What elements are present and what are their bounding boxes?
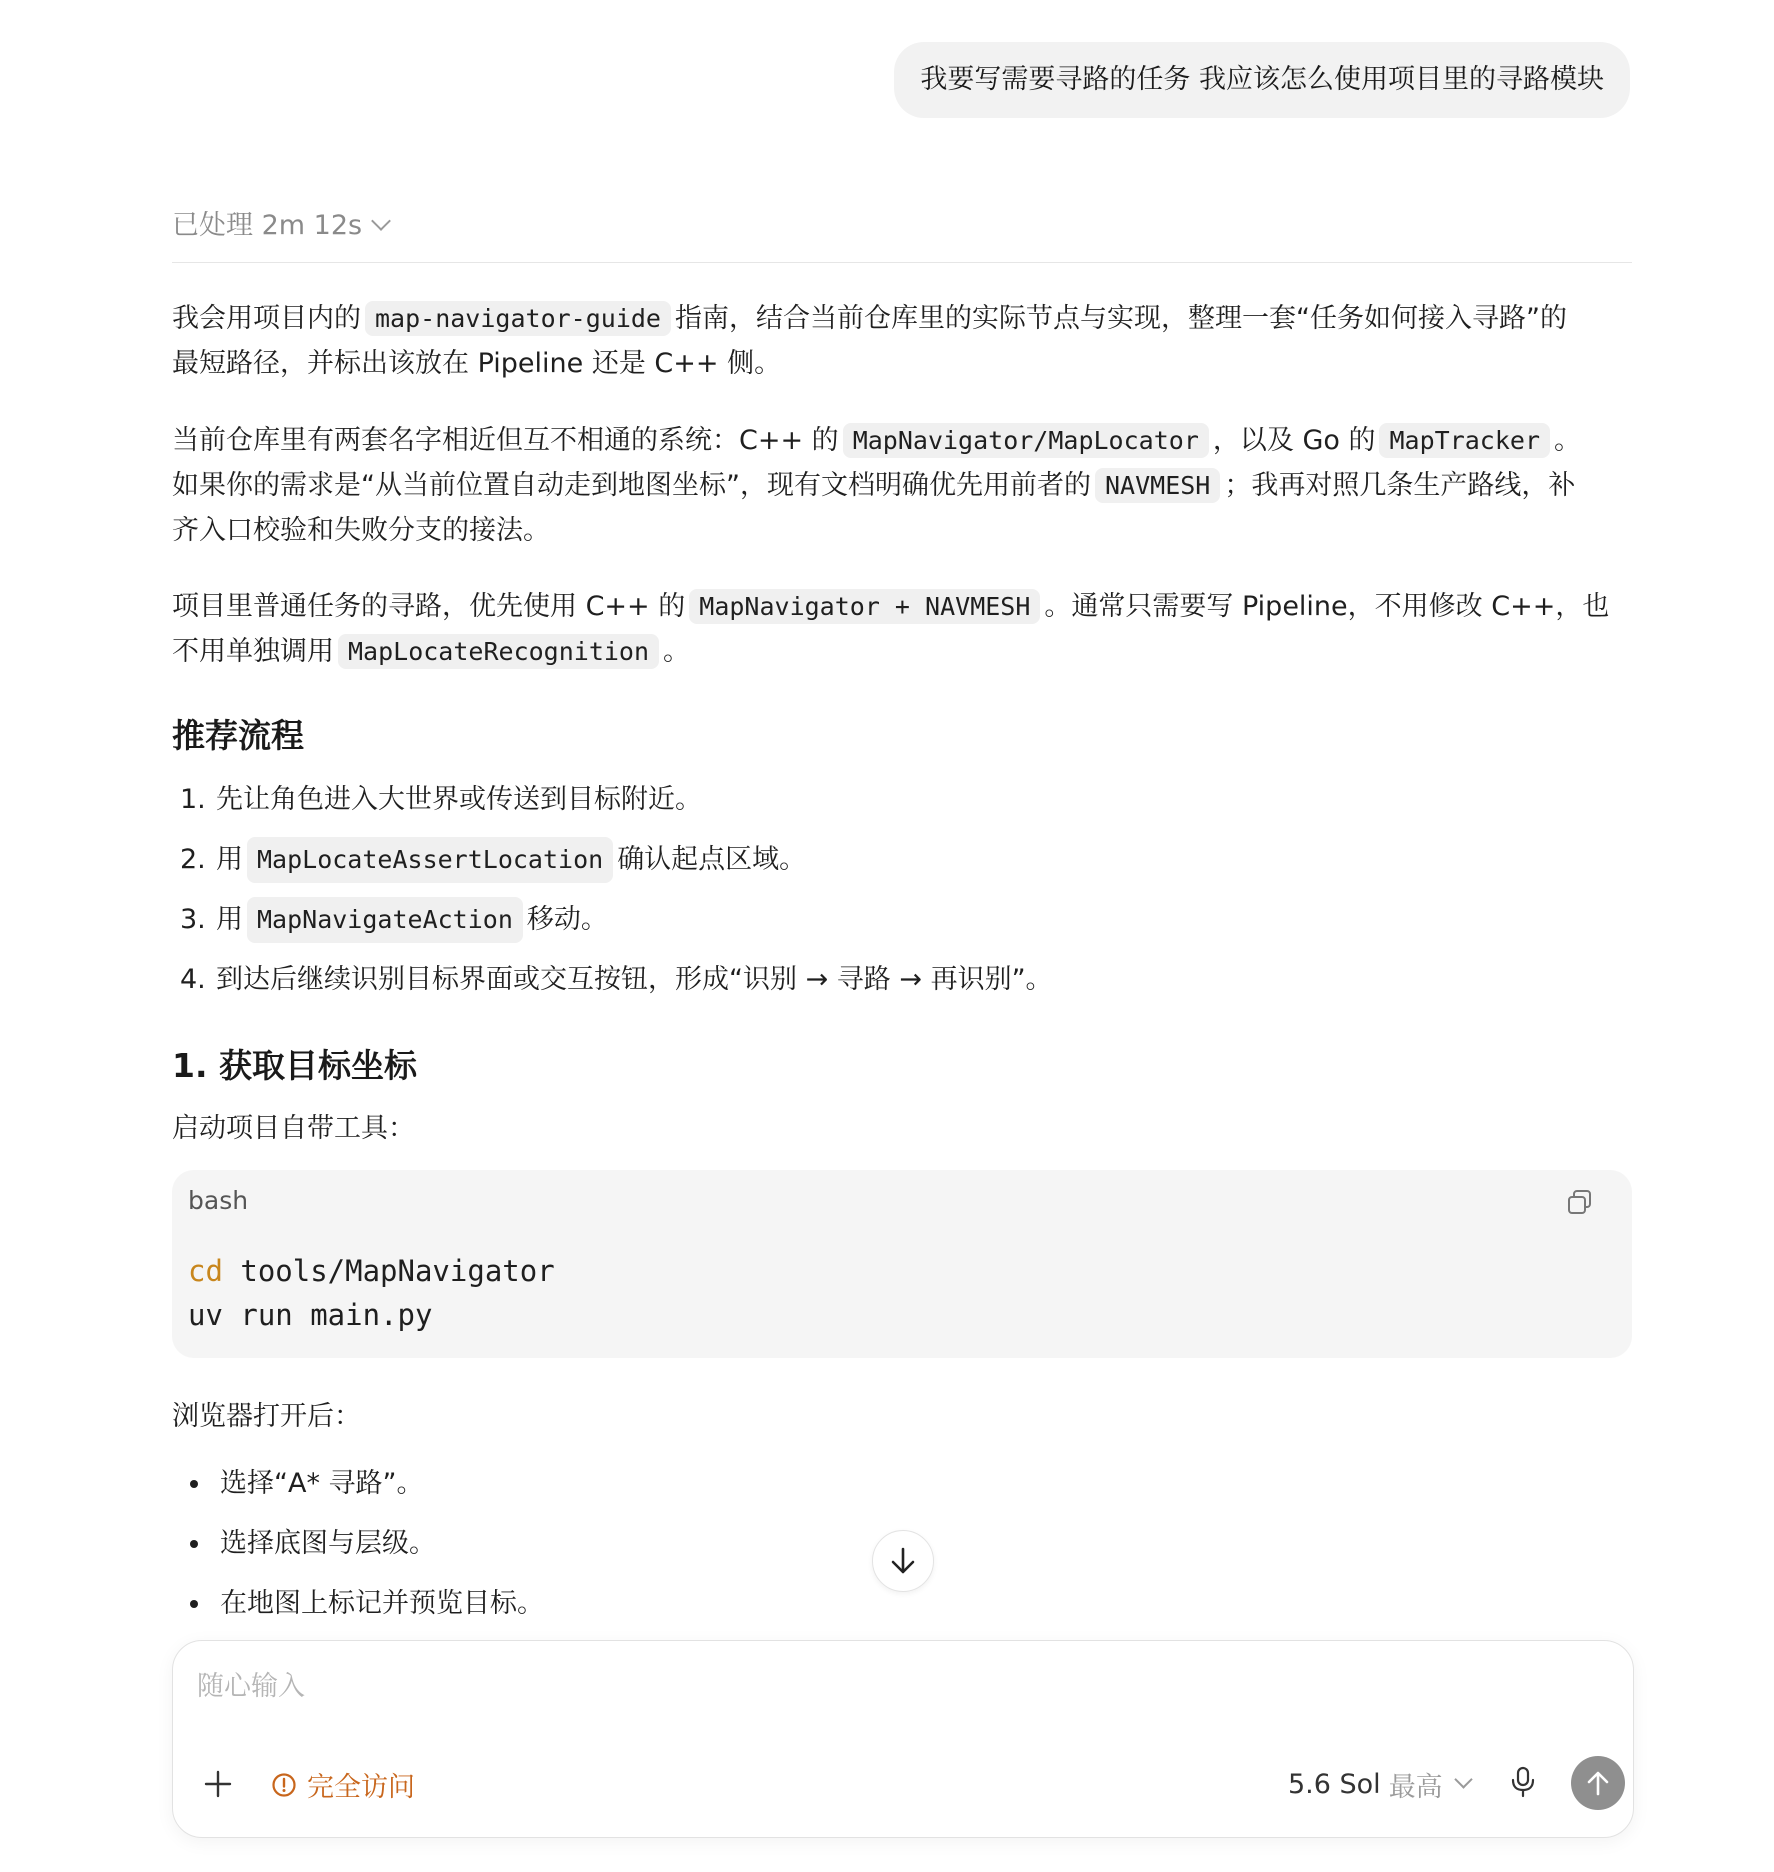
- scroll-to-bottom-button[interactable]: [872, 1530, 934, 1592]
- inline-code: MapNavigator/MapLocator: [843, 423, 1209, 458]
- flow-list: [180, 770, 1600, 1010]
- text: 先让角色进入大世界或传送到目标附近。: [216, 784, 702, 815]
- warning-icon: [271, 1772, 297, 1798]
- text: 选择“A* 寻路”。: [220, 1468, 424, 1499]
- plus-icon[interactable]: [203, 1769, 233, 1799]
- processed-toggle[interactable]: [172, 208, 1632, 263]
- text: 最短路径，并标出该放在 Pipeline 还是 C++ 侧。: [172, 348, 782, 379]
- user-message-bubble: 我要写需要寻路的任务 我应该怎么使用项目里的寻路模块: [894, 42, 1630, 118]
- copy-icon[interactable]: [1566, 1188, 1594, 1216]
- inline-code: MapNavigateAction: [247, 897, 523, 943]
- list-item: [180, 890, 1600, 950]
- text: 当前仓库里有两套名字相近但互不相通的系统：C++ 的: [172, 425, 839, 456]
- model-name: 5.6 Sol: [1288, 1769, 1381, 1800]
- paragraph-browser-intro: 浏览器打开后：: [172, 1401, 361, 1432]
- chevron-down-icon: [371, 211, 391, 231]
- code-line: [188, 1254, 555, 1288]
- inline-code: MapTracker: [1379, 423, 1550, 458]
- message-input[interactable]: [195, 1663, 1599, 1709]
- access-mode-label: 完全访问: [307, 1772, 415, 1803]
- chevron-down-icon: [1454, 1770, 1472, 1788]
- text: 。通常只需要写 Pipeline，不用修改 C++，也: [1044, 591, 1610, 622]
- arrow-down-icon: [889, 1546, 917, 1576]
- arrow-up-icon: [1585, 1769, 1611, 1797]
- bullet-icon: [190, 1540, 198, 1548]
- text: 到达后继续识别目标界面或交互按钮，形成“识别 → 寻路 → 再识别”。: [216, 964, 1053, 995]
- list-item: [180, 770, 1600, 830]
- text: 不用单独调用: [172, 636, 334, 667]
- inline-code: MapLocateRecognition: [338, 634, 659, 669]
- list-number: 2.: [180, 844, 206, 875]
- processed-label: 已处理 2m 12s: [172, 210, 363, 241]
- inline-code: MapNavigator + NAVMESH: [689, 589, 1040, 624]
- list-item: [180, 1454, 1600, 1514]
- code-text: tools/MapNavigator: [222, 1254, 555, 1288]
- heading-flow: 推荐流程: [172, 716, 304, 755]
- text: ；我再对照几条生产路线，补: [1224, 470, 1576, 501]
- code-keyword: cd: [188, 1254, 223, 1288]
- code-line: uv run main.py: [188, 1298, 433, 1332]
- text: 在地图上标记并预览目标。: [220, 1588, 544, 1619]
- text: 。: [1554, 425, 1581, 456]
- text: 选择底图与层级。: [220, 1528, 436, 1559]
- paragraph-intro: [172, 296, 1632, 386]
- list-item: [180, 830, 1600, 890]
- inline-code: map-navigator-guide: [365, 301, 671, 336]
- bullet-icon: [190, 1480, 198, 1488]
- paragraph-systems: [172, 418, 1632, 553]
- text: 齐入口校验和失败分支的接法。: [172, 515, 550, 546]
- code-language-label: bash: [188, 1186, 249, 1215]
- bullet-icon: [190, 1600, 198, 1608]
- list-number: 1.: [180, 784, 206, 815]
- text: 我会用项目内的: [172, 303, 361, 334]
- heading-step1: 1. 获取目标坐标: [172, 1046, 417, 1085]
- text: ，以及 Go 的: [1212, 425, 1376, 456]
- text: 项目里普通任务的寻路，优先使用 C++ 的: [172, 591, 686, 622]
- text: 确认起点区域。: [617, 844, 807, 875]
- text: 移动。: [526, 904, 608, 935]
- paragraph-tool-intro: 启动项目自带工具：: [172, 1113, 415, 1144]
- paragraph-recommendation: [172, 584, 1632, 674]
- code-block: [172, 1170, 1632, 1358]
- list-number: 3.: [180, 904, 206, 935]
- inline-code: NAVMESH: [1095, 468, 1220, 503]
- text: 如果你的需求是“从当前位置自动走到地图坐标”，现有文档明确优先用前者的: [172, 470, 1091, 501]
- microphone-icon[interactable]: [1508, 1765, 1538, 1799]
- text: 用: [216, 904, 243, 935]
- text: 指南，结合当前仓库里的实际节点与实现，整理一套“任务如何接入寻路”的: [674, 303, 1567, 334]
- list-number: 4.: [180, 964, 206, 995]
- list-item: [180, 950, 1600, 1010]
- model-selector[interactable]: [1288, 1765, 1470, 1804]
- message-composer: [172, 1640, 1634, 1838]
- inline-code: MapLocateAssertLocation: [247, 837, 613, 883]
- access-mode-button[interactable]: [271, 1765, 415, 1804]
- model-level: 最高: [1388, 1772, 1443, 1803]
- send-button[interactable]: [1571, 1756, 1625, 1810]
- text: 。: [663, 636, 691, 667]
- text: 用: [216, 844, 243, 875]
